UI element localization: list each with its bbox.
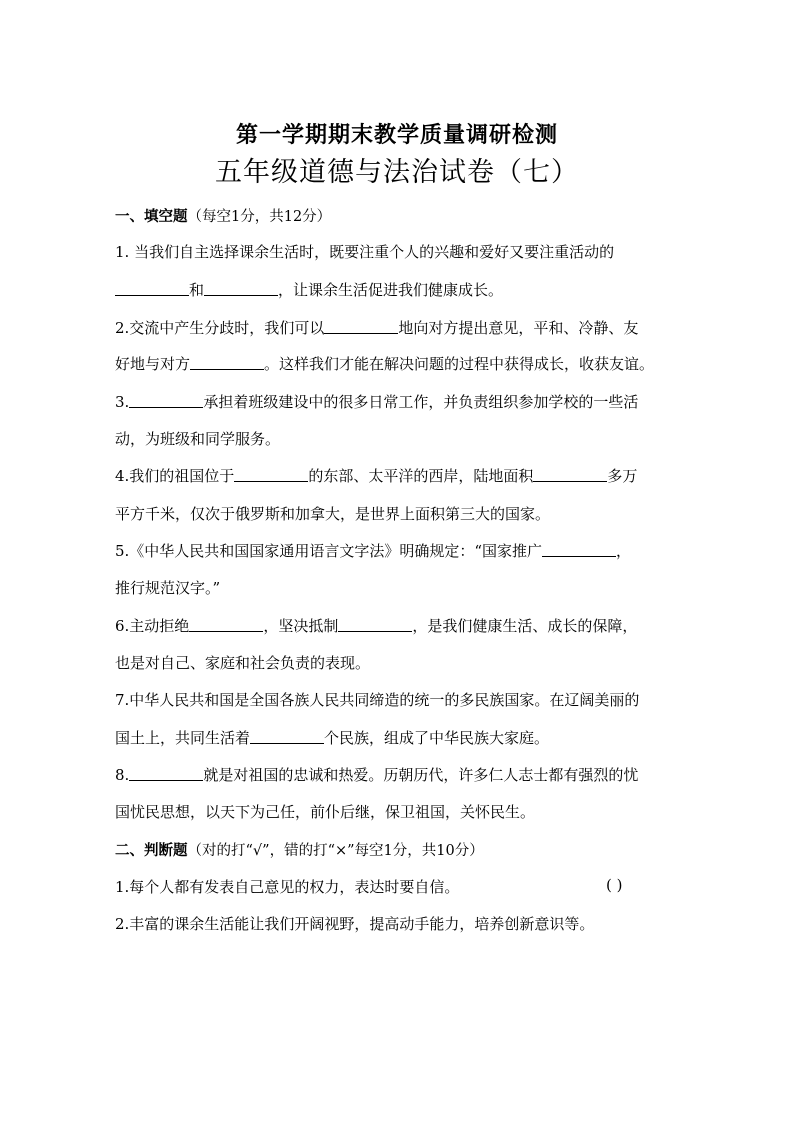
- question-text: 8.: [115, 766, 130, 784]
- answer-blank[interactable]: [190, 355, 264, 370]
- section1-note: （每空1分，共12分）: [187, 209, 332, 225]
- judge-question-2: [115, 913, 685, 934]
- question-text: 2.丰富的课余生活能让我们开阔视野，提高动手能力，培养创新意识等。: [115, 915, 595, 933]
- answer-blank[interactable]: [234, 467, 308, 482]
- section2-note: （对的打“√”，错的打“×”每空1分，共10分）: [187, 843, 484, 859]
- question-3-line1: [115, 391, 685, 412]
- question-text: 平方千米，仅次于俄罗斯和加拿大，是世界上面积第三大的国家。: [115, 505, 551, 523]
- question-6-line1: [115, 615, 685, 636]
- question-2-line1: [115, 317, 685, 338]
- answer-parentheses[interactable]: ( ): [606, 876, 623, 894]
- question-text: 也是对自己、家庭和社会负责的表现。: [115, 654, 371, 672]
- answer-blank[interactable]: [129, 766, 203, 781]
- exam-title-line1: 第一学期期末教学质量调研检测: [235, 122, 558, 148]
- answer-blank[interactable]: [542, 542, 616, 557]
- question-text: 3.: [115, 393, 130, 411]
- question-text: 就是对祖国的忠诚和热爱。历朝历代，许多仁人志士都有强烈的忧: [203, 766, 639, 784]
- question-7-line1: [115, 689, 685, 710]
- question-text: 地向对方提出意见，平和、冷静、友: [398, 319, 639, 337]
- question-text: ，让课余生活促进我们健康成长。: [278, 281, 504, 299]
- answer-blank[interactable]: [533, 467, 607, 482]
- question-text: 4.我们的祖国位于: [115, 467, 235, 485]
- question-text: 的东部、太平洋的西岸，陆地面积: [308, 467, 534, 485]
- question-text: 和: [189, 281, 205, 299]
- section1-heading: 一、填空题: [115, 208, 188, 225]
- question-text: 。这样我们才能在解决问题的过程中获得成长，收获友谊。: [264, 355, 655, 373]
- question-8-line2: [115, 801, 685, 822]
- question-text: 好地与对方: [115, 355, 191, 373]
- answer-blank[interactable]: [324, 319, 398, 334]
- question-5-line1: [115, 540, 685, 561]
- question-5-line2: [115, 577, 685, 598]
- question-8-line1: [115, 764, 685, 785]
- question-text: 国忧民思想，以天下为己任，前仆后继，保卫祖国，关怀民生。: [115, 803, 536, 821]
- question-text: 国土上，共同生活着: [115, 729, 251, 747]
- question-text: 承担着班级建设中的很多日常工作，并负责组织参加学校的一些活: [203, 393, 639, 411]
- exam-title-line2: 五年级道德与法治试卷（七）: [215, 157, 579, 188]
- question-4-line2: [115, 503, 685, 524]
- question-text: 推行规范汉字。”: [115, 579, 221, 597]
- question-1-line2: [115, 279, 685, 300]
- question-7-line2: [115, 727, 685, 748]
- section2-heading: 二、判断题: [115, 842, 188, 859]
- judge-question-1: [115, 876, 685, 897]
- section2-header: [115, 839, 484, 860]
- question-text: 2.交流中产生分歧时，我们可以: [115, 319, 325, 337]
- section1-header: [115, 205, 331, 226]
- question-text: 7.中华人民共和国是全国各族人民共同缔造的统一的多民族国家。在辽阔美丽的: [115, 691, 640, 709]
- answer-blank[interactable]: [250, 729, 324, 744]
- question-text: 6.主动拒绝: [115, 617, 190, 635]
- question-text: ，是我们健康生活、成长的保障，: [412, 617, 638, 635]
- question-6-line2: [115, 652, 685, 673]
- question-text: 1.每个人都有发表自己意见的权力，表达时要自信。: [115, 878, 460, 896]
- answer-blank[interactable]: [204, 281, 278, 296]
- question-text: 1. 当我们自主选择课余生活时，既要注重个人的兴趣和爱好又要注重活动的: [115, 243, 615, 261]
- question-text: 多万: [607, 467, 638, 485]
- question-2-line2: [115, 353, 685, 374]
- answer-blank[interactable]: [338, 617, 412, 632]
- answer-blank[interactable]: [129, 393, 203, 408]
- question-text: ，坚决抵制: [263, 617, 339, 635]
- question-text: 5.《中华人民共和国国家通用语言文字法》明确规定：“国家推广: [115, 542, 542, 560]
- answer-blank[interactable]: [115, 281, 189, 296]
- question-3-line2: [115, 428, 685, 449]
- answer-blank[interactable]: [189, 617, 263, 632]
- question-text: ，: [615, 542, 631, 560]
- question-4-line1: [115, 465, 685, 486]
- question-1-line1: [115, 241, 685, 262]
- question-text: 动，为班级和同学服务。: [115, 430, 281, 448]
- question-text: 个民族，组成了中华民族大家庭。: [324, 729, 550, 747]
